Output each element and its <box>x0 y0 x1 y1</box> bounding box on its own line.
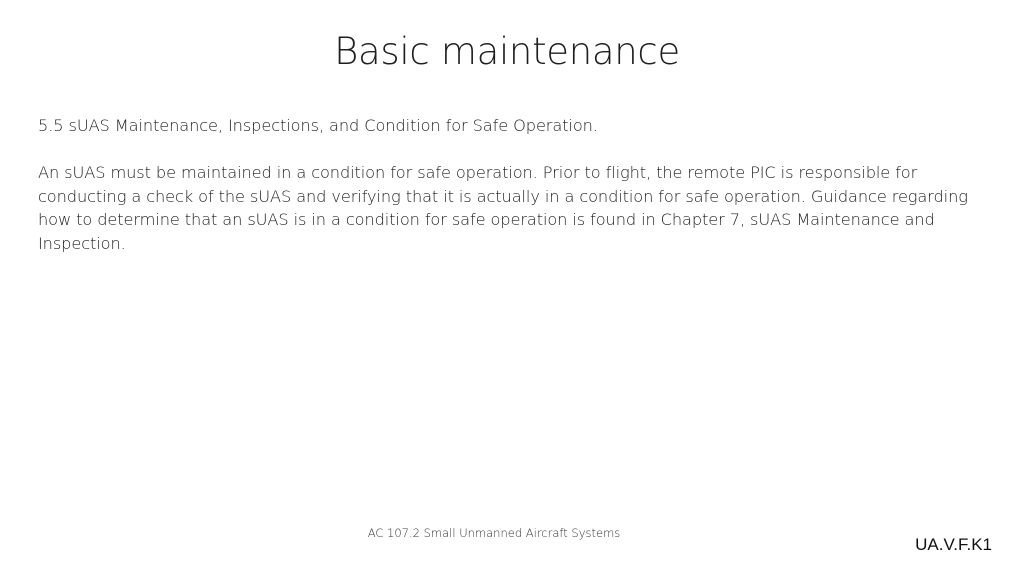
footer-code: UA.V.F.K1 <box>915 535 992 554</box>
body-paragraph: An sUAS must be maintained in a condition for safe operation. Prior to flight, the remote PIC is responsible for conducting a check of the sUAS and verifying that it is actually in a condition for safe operation. Guidance regarding how to determine that an sUAS is in a condition for safe operation is found in Chapter 7, sUAS Maintenance and Inspection. <box>38 163 968 253</box>
slide-body <box>38 114 998 255</box>
slide-title: Basic maintenance <box>334 30 680 73</box>
section-heading: 5.5 sUAS Maintenance, Inspections, and Condition for Safe Operation. <box>38 116 598 135</box>
footer-source: AC 107.2 Small Unmanned Aircraft Systems <box>367 526 621 540</box>
